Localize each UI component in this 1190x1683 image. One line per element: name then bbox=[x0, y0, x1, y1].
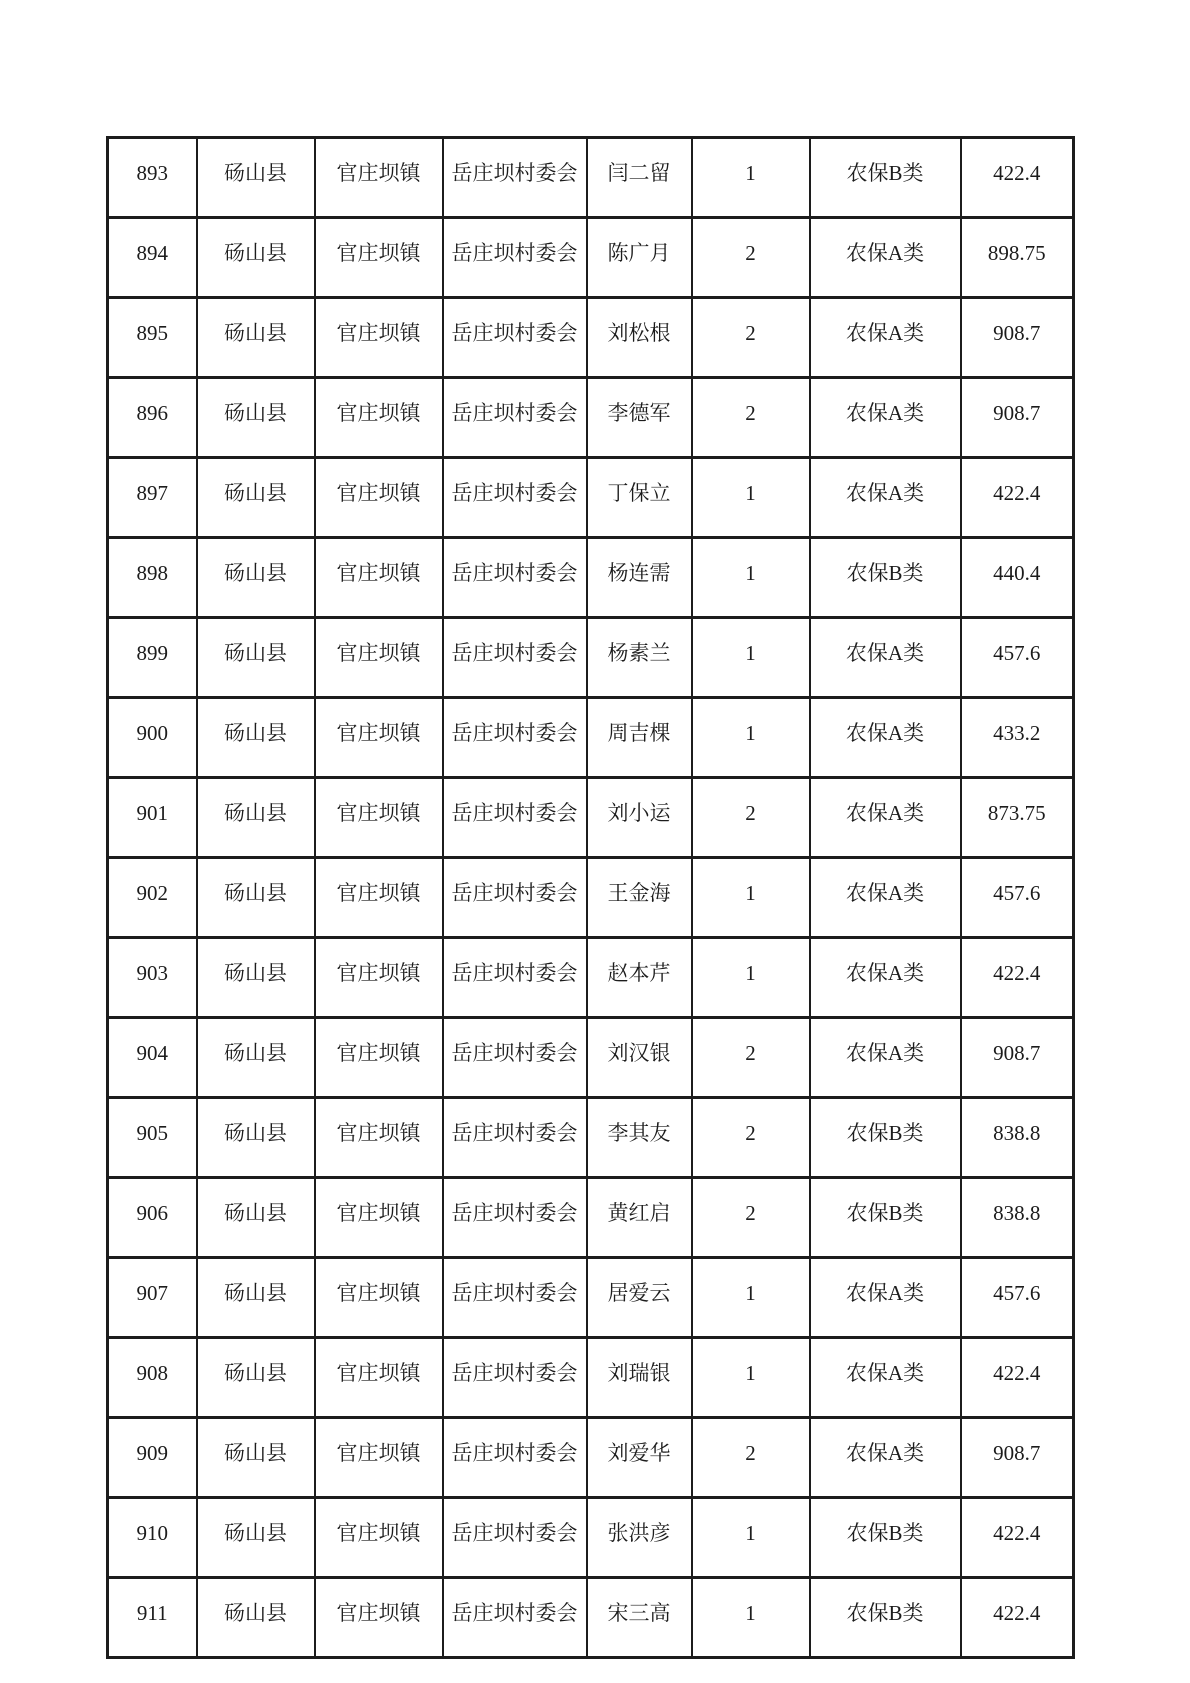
table-row bbox=[108, 1418, 1074, 1498]
person-count: 1 bbox=[692, 1498, 810, 1578]
table-row bbox=[108, 1098, 1074, 1178]
person-name: 王金海 bbox=[587, 858, 692, 938]
table-row bbox=[108, 1578, 1074, 1658]
insurance-type: 农保A类 bbox=[810, 698, 961, 778]
town-name: 官庄坝镇 bbox=[315, 1578, 443, 1658]
table-row bbox=[108, 1018, 1074, 1098]
row-number: 904 bbox=[108, 1018, 197, 1098]
insurance-type: 农保A类 bbox=[810, 778, 961, 858]
county-name: 砀山县 bbox=[197, 698, 315, 778]
amount: 908.7 bbox=[961, 298, 1074, 378]
table-row bbox=[108, 858, 1074, 938]
person-name: 刘爱华 bbox=[587, 1418, 692, 1498]
amount: 457.6 bbox=[961, 618, 1074, 698]
town-name: 官庄坝镇 bbox=[315, 778, 443, 858]
village-committee: 岳庄坝村委会 bbox=[443, 298, 587, 378]
village-committee: 岳庄坝村委会 bbox=[443, 218, 587, 298]
county-name: 砀山县 bbox=[197, 218, 315, 298]
insurance-type: 农保A类 bbox=[810, 1258, 961, 1338]
person-name: 杨素兰 bbox=[587, 618, 692, 698]
table-row bbox=[108, 938, 1074, 1018]
person-count: 1 bbox=[692, 138, 810, 218]
county-name: 砀山县 bbox=[197, 138, 315, 218]
person-count: 1 bbox=[692, 458, 810, 538]
amount: 433.2 bbox=[961, 698, 1074, 778]
person-count: 1 bbox=[692, 1578, 810, 1658]
person-count: 2 bbox=[692, 298, 810, 378]
insurance-type: 农保A类 bbox=[810, 858, 961, 938]
row-number: 900 bbox=[108, 698, 197, 778]
county-name: 砀山县 bbox=[197, 1578, 315, 1658]
county-name: 砀山县 bbox=[197, 1418, 315, 1498]
insurance-type: 农保A类 bbox=[810, 1018, 961, 1098]
table-row bbox=[108, 1258, 1074, 1338]
town-name: 官庄坝镇 bbox=[315, 1498, 443, 1578]
town-name: 官庄坝镇 bbox=[315, 1018, 443, 1098]
table-container bbox=[106, 136, 1075, 1659]
amount: 440.4 bbox=[961, 538, 1074, 618]
town-name: 官庄坝镇 bbox=[315, 1098, 443, 1178]
town-name: 官庄坝镇 bbox=[315, 538, 443, 618]
amount: 838.8 bbox=[961, 1098, 1074, 1178]
person-name: 刘松根 bbox=[587, 298, 692, 378]
person-count: 1 bbox=[692, 1258, 810, 1338]
village-committee: 岳庄坝村委会 bbox=[443, 378, 587, 458]
amount: 422.4 bbox=[961, 1578, 1074, 1658]
county-name: 砀山县 bbox=[197, 378, 315, 458]
person-count: 2 bbox=[692, 218, 810, 298]
county-name: 砀山县 bbox=[197, 618, 315, 698]
town-name: 官庄坝镇 bbox=[315, 618, 443, 698]
village-committee: 岳庄坝村委会 bbox=[443, 1418, 587, 1498]
person-name: 李德军 bbox=[587, 378, 692, 458]
county-name: 砀山县 bbox=[197, 858, 315, 938]
row-number: 908 bbox=[108, 1338, 197, 1418]
person-name: 宋三高 bbox=[587, 1578, 692, 1658]
person-name: 张洪彦 bbox=[587, 1498, 692, 1578]
person-count: 2 bbox=[692, 1098, 810, 1178]
row-number: 905 bbox=[108, 1098, 197, 1178]
village-committee: 岳庄坝村委会 bbox=[443, 138, 587, 218]
insurance-type: 农保A类 bbox=[810, 458, 961, 538]
person-name: 李其友 bbox=[587, 1098, 692, 1178]
amount: 908.7 bbox=[961, 378, 1074, 458]
insurance-type: 农保A类 bbox=[810, 938, 961, 1018]
amount: 908.7 bbox=[961, 1018, 1074, 1098]
county-name: 砀山县 bbox=[197, 938, 315, 1018]
person-count: 2 bbox=[692, 1178, 810, 1258]
amount: 908.7 bbox=[961, 1418, 1074, 1498]
village-committee: 岳庄坝村委会 bbox=[443, 1338, 587, 1418]
row-number: 909 bbox=[108, 1418, 197, 1498]
village-committee: 岳庄坝村委会 bbox=[443, 1178, 587, 1258]
town-name: 官庄坝镇 bbox=[315, 458, 443, 538]
town-name: 官庄坝镇 bbox=[315, 1178, 443, 1258]
county-name: 砀山县 bbox=[197, 298, 315, 378]
person-name: 丁保立 bbox=[587, 458, 692, 538]
person-count: 1 bbox=[692, 618, 810, 698]
table-row bbox=[108, 778, 1074, 858]
insurance-type: 农保B类 bbox=[810, 1098, 961, 1178]
row-number: 897 bbox=[108, 458, 197, 538]
amount: 457.6 bbox=[961, 858, 1074, 938]
county-name: 砀山县 bbox=[197, 778, 315, 858]
town-name: 官庄坝镇 bbox=[315, 1258, 443, 1338]
county-name: 砀山县 bbox=[197, 1338, 315, 1418]
person-count: 2 bbox=[692, 1418, 810, 1498]
village-committee: 岳庄坝村委会 bbox=[443, 778, 587, 858]
row-number: 911 bbox=[108, 1578, 197, 1658]
insurance-type: 农保B类 bbox=[810, 138, 961, 218]
village-committee: 岳庄坝村委会 bbox=[443, 1258, 587, 1338]
town-name: 官庄坝镇 bbox=[315, 378, 443, 458]
county-name: 砀山县 bbox=[197, 1178, 315, 1258]
insurance-type: 农保A类 bbox=[810, 1338, 961, 1418]
person-name: 赵本芹 bbox=[587, 938, 692, 1018]
row-number: 898 bbox=[108, 538, 197, 618]
amount: 422.4 bbox=[961, 138, 1074, 218]
amount: 422.4 bbox=[961, 1498, 1074, 1578]
person-name: 黄红启 bbox=[587, 1178, 692, 1258]
county-name: 砀山县 bbox=[197, 1018, 315, 1098]
table-row bbox=[108, 1338, 1074, 1418]
town-name: 官庄坝镇 bbox=[315, 858, 443, 938]
person-count: 2 bbox=[692, 778, 810, 858]
person-name: 刘瑞银 bbox=[587, 1338, 692, 1418]
amount: 838.8 bbox=[961, 1178, 1074, 1258]
village-committee: 岳庄坝村委会 bbox=[443, 618, 587, 698]
county-name: 砀山县 bbox=[197, 458, 315, 538]
person-name: 杨连需 bbox=[587, 538, 692, 618]
town-name: 官庄坝镇 bbox=[315, 218, 443, 298]
village-committee: 岳庄坝村委会 bbox=[443, 1018, 587, 1098]
village-committee: 岳庄坝村委会 bbox=[443, 538, 587, 618]
town-name: 官庄坝镇 bbox=[315, 1338, 443, 1418]
row-number: 907 bbox=[108, 1258, 197, 1338]
person-name: 陈广月 bbox=[587, 218, 692, 298]
row-number: 893 bbox=[108, 138, 197, 218]
person-count: 1 bbox=[692, 698, 810, 778]
table-row bbox=[108, 458, 1074, 538]
county-name: 砀山县 bbox=[197, 538, 315, 618]
person-name: 刘汉银 bbox=[587, 1018, 692, 1098]
table-row bbox=[108, 218, 1074, 298]
table-row bbox=[108, 618, 1074, 698]
insurance-type: 农保A类 bbox=[810, 378, 961, 458]
row-number: 910 bbox=[108, 1498, 197, 1578]
person-count: 1 bbox=[692, 1338, 810, 1418]
person-count: 1 bbox=[692, 538, 810, 618]
insurance-type: 农保A类 bbox=[810, 618, 961, 698]
person-name: 周吉棵 bbox=[587, 698, 692, 778]
person-name: 闫二留 bbox=[587, 138, 692, 218]
insurance-type: 农保A类 bbox=[810, 1418, 961, 1498]
village-committee: 岳庄坝村委会 bbox=[443, 698, 587, 778]
town-name: 官庄坝镇 bbox=[315, 698, 443, 778]
person-name: 刘小运 bbox=[587, 778, 692, 858]
insurance-type: 农保B类 bbox=[810, 1578, 961, 1658]
county-name: 砀山县 bbox=[197, 1098, 315, 1178]
village-committee: 岳庄坝村委会 bbox=[443, 1578, 587, 1658]
table-body bbox=[108, 138, 1074, 1658]
insurance-type: 农保B类 bbox=[810, 1178, 961, 1258]
village-committee: 岳庄坝村委会 bbox=[443, 458, 587, 538]
table-row bbox=[108, 378, 1074, 458]
village-committee: 岳庄坝村委会 bbox=[443, 858, 587, 938]
row-number: 896 bbox=[108, 378, 197, 458]
amount: 422.4 bbox=[961, 458, 1074, 538]
county-name: 砀山县 bbox=[197, 1258, 315, 1338]
insurance-type: 农保B类 bbox=[810, 1498, 961, 1578]
table-row bbox=[108, 1178, 1074, 1258]
row-number: 906 bbox=[108, 1178, 197, 1258]
village-committee: 岳庄坝村委会 bbox=[443, 1098, 587, 1178]
county-name: 砀山县 bbox=[197, 1498, 315, 1578]
row-number: 894 bbox=[108, 218, 197, 298]
amount: 898.75 bbox=[961, 218, 1074, 298]
person-name: 居爱云 bbox=[587, 1258, 692, 1338]
person-count: 1 bbox=[692, 858, 810, 938]
amount: 422.4 bbox=[961, 1338, 1074, 1418]
person-count: 2 bbox=[692, 378, 810, 458]
table-row bbox=[108, 538, 1074, 618]
person-count: 1 bbox=[692, 938, 810, 1018]
row-number: 899 bbox=[108, 618, 197, 698]
pension-benefit-table bbox=[106, 136, 1075, 1659]
town-name: 官庄坝镇 bbox=[315, 938, 443, 1018]
table-row bbox=[108, 1498, 1074, 1578]
row-number: 902 bbox=[108, 858, 197, 938]
insurance-type: 农保B类 bbox=[810, 538, 961, 618]
person-count: 2 bbox=[692, 1018, 810, 1098]
row-number: 895 bbox=[108, 298, 197, 378]
row-number: 903 bbox=[108, 938, 197, 1018]
row-number: 901 bbox=[108, 778, 197, 858]
town-name: 官庄坝镇 bbox=[315, 1418, 443, 1498]
table-row bbox=[108, 298, 1074, 378]
insurance-type: 农保A类 bbox=[810, 298, 961, 378]
town-name: 官庄坝镇 bbox=[315, 298, 443, 378]
village-committee: 岳庄坝村委会 bbox=[443, 1498, 587, 1578]
amount: 873.75 bbox=[961, 778, 1074, 858]
town-name: 官庄坝镇 bbox=[315, 138, 443, 218]
insurance-type: 农保A类 bbox=[810, 218, 961, 298]
village-committee: 岳庄坝村委会 bbox=[443, 938, 587, 1018]
amount: 457.6 bbox=[961, 1258, 1074, 1338]
table-row bbox=[108, 698, 1074, 778]
amount: 422.4 bbox=[961, 938, 1074, 1018]
table-row bbox=[108, 138, 1074, 218]
